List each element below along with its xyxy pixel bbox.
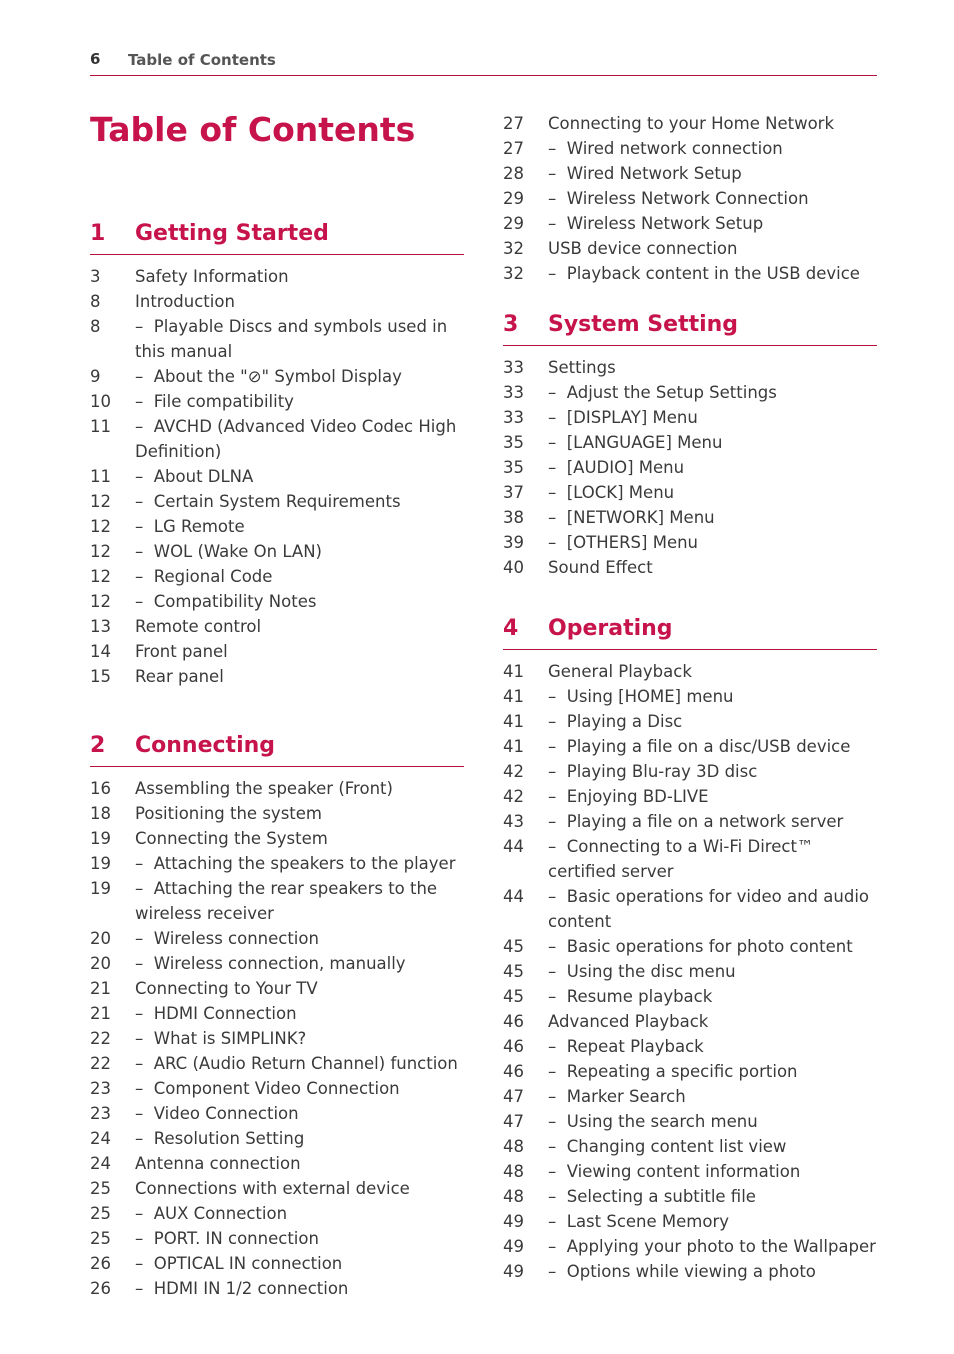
toc-entry-text: – [AUDIO] Menu <box>548 458 684 477</box>
toc-entry-list <box>503 346 877 580</box>
toc-entry-text: Assembling the speaker (Front) <box>135 779 393 798</box>
toc-entry-text: – Wireless connection, manually <box>135 954 406 973</box>
toc-entry[interactable] <box>90 1251 464 1276</box>
toc-entry-text: – [OTHERS] Menu <box>548 533 698 552</box>
section-getting-started <box>90 221 464 689</box>
toc-entry[interactable] <box>503 1034 877 1059</box>
header-page-number: 6 <box>90 50 101 68</box>
toc-page-number: 46 <box>503 1037 524 1056</box>
toc-entry-text: – Playing a Disc <box>548 712 682 731</box>
toc-entry-text: – Wireless connection <box>135 929 319 948</box>
toc-page-number: 27 <box>503 139 524 158</box>
toc-entry[interactable] <box>503 455 877 480</box>
toc-page-number: 11 <box>90 467 111 486</box>
section-connecting <box>90 733 464 1301</box>
toc-page-number: 43 <box>503 812 524 831</box>
toc-entry[interactable] <box>90 514 464 539</box>
toc-entry-text: – Resume playback <box>548 987 712 1006</box>
toc-entry[interactable] <box>503 1059 877 1084</box>
toc-page-number: 8 <box>90 292 101 311</box>
toc-entry[interactable] <box>90 976 464 1001</box>
toc-page-number: 21 <box>90 979 111 998</box>
toc-page-number: 44 <box>503 837 524 856</box>
toc-entry-text: – Playing Blu-ray 3D disc <box>548 762 757 781</box>
right-column <box>503 111 877 1284</box>
toc-page-number: 33 <box>503 358 524 377</box>
toc-page-number: 21 <box>90 1004 111 1023</box>
toc-entry[interactable] <box>90 926 464 951</box>
toc-entry[interactable] <box>90 664 464 689</box>
toc-page-number: 44 <box>503 887 524 906</box>
toc-entry-text: – Enjoying BD-LIVE <box>548 787 709 806</box>
toc-entry-text: Connecting to your Home Network <box>548 114 835 133</box>
toc-entry[interactable] <box>90 364 464 389</box>
toc-entry[interactable] <box>90 951 464 976</box>
toc-entry[interactable] <box>90 826 464 851</box>
toc-entry-text: Sound Effect <box>548 558 653 577</box>
toc-page-number: 25 <box>90 1204 111 1223</box>
toc-entry-text: Antenna connection <box>135 1154 301 1173</box>
toc-page-number: 35 <box>503 458 524 477</box>
toc-entry-text: – Wireless Network Setup <box>548 214 763 233</box>
toc-entry[interactable] <box>90 1001 464 1026</box>
toc-entry[interactable] <box>90 1151 464 1176</box>
toc-page-number: 29 <box>503 189 524 208</box>
toc-entry[interactable] <box>90 851 464 876</box>
toc-page-number: 23 <box>90 1079 111 1098</box>
toc-page-number: 19 <box>90 854 111 873</box>
header-running-title: Table of Contents <box>128 51 276 69</box>
toc-entry[interactable] <box>503 784 877 809</box>
toc-entry-text: Safety Information <box>135 267 289 286</box>
section-number: 3 <box>503 312 519 337</box>
toc-entry[interactable] <box>90 1101 464 1126</box>
toc-page-number: 45 <box>503 937 524 956</box>
section-number: 1 <box>90 221 106 246</box>
toc-entry-list <box>503 650 877 1284</box>
toc-page-number: 11 <box>90 417 111 436</box>
toc-page-number: 12 <box>90 592 111 611</box>
toc-page-number: 16 <box>90 779 111 798</box>
toc-page-number: 10 <box>90 392 111 411</box>
toc-entry-text: – Repeating a specific portion <box>548 1062 798 1081</box>
toc-entry-text: – Using the search menu <box>548 1112 758 1131</box>
toc-entry-text: – Changing content list view <box>548 1137 786 1156</box>
toc-entry[interactable] <box>503 934 877 959</box>
toc-entry[interactable] <box>503 355 877 380</box>
toc-page-number: 25 <box>90 1179 111 1198</box>
left-column <box>90 221 464 1301</box>
toc-entry[interactable] <box>90 539 464 564</box>
toc-page-number: 32 <box>503 239 524 258</box>
toc-entry[interactable] <box>503 984 877 1009</box>
toc-page-number: 18 <box>90 804 111 823</box>
section-title: System Setting <box>548 312 739 337</box>
toc-entry-text: USB device connection <box>548 239 738 258</box>
toc-page-number: 20 <box>90 929 111 948</box>
toc-page-number: 24 <box>90 1129 111 1148</box>
section-title: Getting Started <box>135 221 329 246</box>
section-system-setting <box>503 312 877 580</box>
toc-page-number: 46 <box>503 1062 524 1081</box>
toc-entry[interactable] <box>90 1126 464 1151</box>
toc-entry[interactable] <box>90 314 464 364</box>
toc-entry-text: – Using the disc menu <box>548 962 736 981</box>
toc-entry-list-continued <box>503 111 877 286</box>
section-number: 2 <box>90 733 106 758</box>
section-heading[interactable] <box>90 221 464 255</box>
toc-page-number: 45 <box>503 987 524 1006</box>
toc-entry-text: Advanced Playback <box>548 1012 709 1031</box>
toc-page-number: 46 <box>503 1012 524 1031</box>
toc-entry[interactable] <box>90 589 464 614</box>
section-number: 4 <box>503 616 519 641</box>
toc-entry-text: – [NETWORK] Menu <box>548 508 715 527</box>
toc-entry[interactable] <box>90 776 464 801</box>
toc-entry-list <box>90 767 464 1301</box>
toc-entry[interactable] <box>90 389 464 414</box>
toc-entry-text: Positioning the system <box>135 804 322 823</box>
toc-entry[interactable] <box>90 1226 464 1251</box>
toc-page-number: 29 <box>503 214 524 233</box>
toc-entry[interactable] <box>503 1234 877 1259</box>
toc-entry-text: – Using [HOME] menu <box>548 687 734 706</box>
toc-entry-text: – Playing a file on a network server <box>548 812 843 831</box>
toc-page-number: 41 <box>503 712 524 731</box>
toc-entry-text: – Basic operations for photo content <box>548 937 853 956</box>
page-title: Table of Contents <box>90 110 416 149</box>
toc-entry-text: – HDMI IN 1/2 connection <box>135 1279 348 1298</box>
toc-page-number: 33 <box>503 383 524 402</box>
toc-entry[interactable] <box>503 430 877 455</box>
toc-entry-text: – Resolution Setting <box>135 1129 304 1148</box>
toc-page-number: 26 <box>90 1254 111 1273</box>
toc-entry[interactable] <box>503 1159 877 1184</box>
toc-page-number: 27 <box>503 114 524 133</box>
toc-entry-text: – Wireless Network Connection <box>548 189 809 208</box>
toc-entry[interactable] <box>503 1109 877 1134</box>
toc-entry-text: – About DLNA <box>135 467 253 486</box>
toc-entry-text: Settings <box>548 358 616 377</box>
toc-entry-text: General Playback <box>548 662 692 681</box>
toc-entry-text: – WOL (Wake On LAN) <box>135 542 322 561</box>
toc-entry-text: – Regional Code <box>135 567 272 586</box>
toc-entry[interactable] <box>503 380 877 405</box>
toc-entry-text: – Playable Discs and symbols used in this manual <box>135 317 447 361</box>
toc-page-number: 41 <box>503 687 524 706</box>
toc-entry-text: – Playing a file on a disc/USB device <box>548 737 850 756</box>
toc-page-number: 12 <box>90 517 111 536</box>
toc-entry-text: Rear panel <box>135 667 224 686</box>
toc-page-number: 47 <box>503 1112 524 1131</box>
toc-entry-text: – OPTICAL IN connection <box>135 1254 342 1273</box>
toc-entry[interactable] <box>90 1276 464 1301</box>
toc-entry-text: – Attaching the rear speakers to the wireless receiver <box>135 879 437 923</box>
toc-entry[interactable] <box>503 480 877 505</box>
toc-entry-text: Connections with external device <box>135 1179 410 1198</box>
toc-page-number: 49 <box>503 1212 524 1231</box>
toc-entry[interactable] <box>90 801 464 826</box>
toc-entry-text: – Wired network connection <box>548 139 783 158</box>
toc-page-number: 42 <box>503 762 524 781</box>
toc-page-number: 40 <box>503 558 524 577</box>
toc-entry[interactable] <box>503 834 877 884</box>
toc-entry[interactable] <box>503 555 877 580</box>
toc-entry-text: – Connecting to a Wi-Fi Direct™ certified server <box>548 837 813 881</box>
toc-entry[interactable] <box>90 1026 464 1051</box>
toc-entry[interactable] <box>503 1009 877 1034</box>
section-heading[interactable] <box>90 733 464 767</box>
toc-page-number: 19 <box>90 829 111 848</box>
toc-entry-text: – Last Scene Memory <box>548 1212 729 1231</box>
toc-entry-text: Remote control <box>135 617 262 636</box>
toc-page-number: 22 <box>90 1054 111 1073</box>
toc-page-number: 32 <box>503 264 524 283</box>
toc-entry[interactable] <box>90 1201 464 1226</box>
toc-page-number: 48 <box>503 1162 524 1181</box>
toc-entry-text: – Repeat Playback <box>548 1037 704 1056</box>
toc-entry[interactable] <box>503 1084 877 1109</box>
toc-entry[interactable] <box>503 659 877 684</box>
toc-page-number: 26 <box>90 1279 111 1298</box>
toc-page-number: 12 <box>90 567 111 586</box>
toc-entry[interactable] <box>503 809 877 834</box>
toc-entry[interactable] <box>503 236 877 261</box>
toc-page-number: 48 <box>503 1187 524 1206</box>
toc-entry[interactable] <box>503 709 877 734</box>
toc-entry[interactable] <box>90 639 464 664</box>
toc-entry[interactable] <box>503 759 877 784</box>
toc-page-number: 39 <box>503 533 524 552</box>
toc-entry-text: – Options while viewing a photo <box>548 1262 816 1281</box>
running-header <box>90 48 877 76</box>
toc-entry-text: – Component Video Connection <box>135 1079 400 1098</box>
toc-page-number: 37 <box>503 483 524 502</box>
toc-page-number: 14 <box>90 642 111 661</box>
toc-page-number: 48 <box>503 1137 524 1156</box>
toc-page-number: 23 <box>90 1104 111 1123</box>
toc-entry-text: Connecting to Your TV <box>135 979 318 998</box>
toc-entry-text: – AVCHD (Advanced Video Codec High Definition) <box>135 417 456 461</box>
toc-page-number: 41 <box>503 662 524 681</box>
toc-entry-text: – Marker Search <box>548 1087 686 1106</box>
toc-entry[interactable] <box>503 1134 877 1159</box>
toc-entry[interactable] <box>90 564 464 589</box>
toc-entry-text: Front panel <box>135 642 228 661</box>
toc-entry[interactable] <box>503 186 877 211</box>
toc-page-number: 12 <box>90 492 111 511</box>
toc-entry-text: – LG Remote <box>135 517 245 536</box>
toc-entry-text: – ARC (Audio Return Channel) function <box>135 1054 458 1073</box>
toc-entry[interactable] <box>503 1184 877 1209</box>
toc-entry[interactable] <box>90 489 464 514</box>
toc-entry[interactable] <box>503 530 877 555</box>
toc-page-number: 33 <box>503 408 524 427</box>
toc-page-number: 12 <box>90 542 111 561</box>
toc-entry[interactable] <box>503 136 877 161</box>
toc-entry-text: – About the "⊘" Symbol Display <box>135 367 402 386</box>
toc-entry[interactable] <box>90 264 464 289</box>
toc-entry-text: – PORT. IN connection <box>135 1229 319 1248</box>
toc-page-number: 42 <box>503 787 524 806</box>
toc-page-number: 45 <box>503 962 524 981</box>
toc-page-number: 3 <box>90 267 101 286</box>
toc-entry[interactable] <box>90 1176 464 1201</box>
toc-entry-text: Connecting the System <box>135 829 328 848</box>
toc-entry[interactable] <box>503 111 877 136</box>
toc-page-number: 22 <box>90 1029 111 1048</box>
toc-entry-text: – Adjust the Setup Settings <box>548 383 777 402</box>
toc-page-number: 47 <box>503 1087 524 1106</box>
toc-entry[interactable] <box>503 405 877 430</box>
toc-entry-text: – File compatibility <box>135 392 294 411</box>
toc-entry[interactable] <box>503 261 877 286</box>
toc-page-number: 38 <box>503 508 524 527</box>
toc-entry-text: – [LANGUAGE] Menu <box>548 433 722 452</box>
toc-entry[interactable] <box>503 959 877 984</box>
toc-entry[interactable] <box>90 876 464 926</box>
toc-entry[interactable] <box>503 505 877 530</box>
toc-entry[interactable] <box>503 734 877 759</box>
toc-entry-text: – Playback content in the USB device <box>548 264 860 283</box>
toc-entry-text: – HDMI Connection <box>135 1004 297 1023</box>
toc-entry-text: – Applying your photo to the Wallpaper <box>548 1237 876 1256</box>
toc-entry[interactable] <box>90 1076 464 1101</box>
toc-entry[interactable] <box>503 684 877 709</box>
toc-page-number: 49 <box>503 1237 524 1256</box>
toc-entry[interactable] <box>90 464 464 489</box>
section-title: Operating <box>548 616 673 641</box>
toc-page-number: 15 <box>90 667 111 686</box>
toc-page-number: 8 <box>90 317 101 336</box>
toc-entry[interactable] <box>90 289 464 314</box>
toc-page-number: 41 <box>503 737 524 756</box>
toc-entry[interactable] <box>503 1209 877 1234</box>
section-operating <box>503 616 877 1284</box>
section-title: Connecting <box>135 733 276 758</box>
toc-page-number: 28 <box>503 164 524 183</box>
toc-entry-text: – [DISPLAY] Menu <box>548 408 698 427</box>
toc-entry[interactable] <box>503 211 877 236</box>
toc-page-number: 49 <box>503 1262 524 1281</box>
toc-entry-text: – Selecting a subtitle file <box>548 1187 756 1206</box>
toc-entry-text: – Compatibility Notes <box>135 592 316 611</box>
toc-entry[interactable] <box>90 1051 464 1076</box>
toc-entry-text: Introduction <box>135 292 235 311</box>
toc-entry[interactable] <box>90 614 464 639</box>
toc-entry-text: – [LOCK] Menu <box>548 483 674 502</box>
toc-page-number: 20 <box>90 954 111 973</box>
toc-page-number: 35 <box>503 433 524 452</box>
toc-entry-text: – Basic operations for video and audio content <box>548 887 869 931</box>
toc-page-number: 9 <box>90 367 101 386</box>
toc-entry-text: – Viewing content information <box>548 1162 800 1181</box>
toc-entry-text: – Attaching the speakers to the player <box>135 854 456 873</box>
toc-page-number: 24 <box>90 1154 111 1173</box>
toc-entry-text: – AUX Connection <box>135 1204 287 1223</box>
toc-entry-text: – What is SIMPLINK? <box>135 1029 306 1048</box>
toc-entry-text: – Video Connection <box>135 1104 299 1123</box>
toc-page-number: 19 <box>90 879 111 898</box>
toc-entry[interactable] <box>503 1259 877 1284</box>
section-heading[interactable] <box>503 616 877 650</box>
toc-page-number: 13 <box>90 617 111 636</box>
toc-entry-text: – Certain System Requirements <box>135 492 401 511</box>
toc-entry-list <box>90 255 464 689</box>
toc-entry-text: – Wired Network Setup <box>548 164 742 183</box>
toc-page-number: 25 <box>90 1229 111 1248</box>
toc-entry[interactable] <box>503 884 877 934</box>
toc-entry[interactable] <box>503 161 877 186</box>
section-heading[interactable] <box>503 312 877 346</box>
toc-entry[interactable] <box>90 414 464 464</box>
